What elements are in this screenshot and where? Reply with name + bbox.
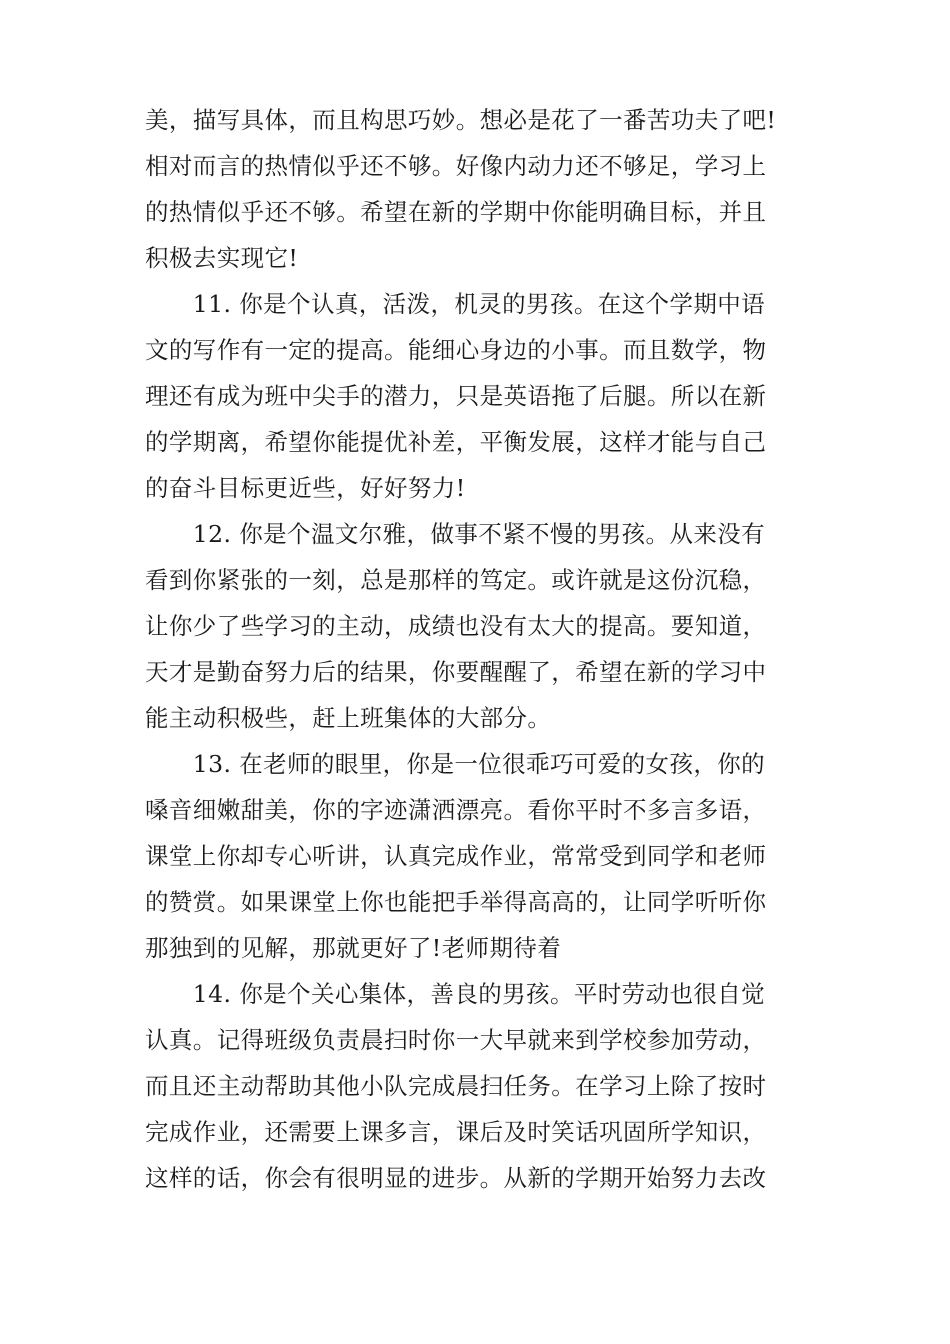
text-line: 让你少了些学习的主动，成绩也没有太大的提高。要知道， — [145, 612, 767, 640]
text-line: 文的写作有一定的提高。能细心身边的小事。而且数学，物 — [145, 336, 767, 364]
text-line: 美，描写具体，而且构思巧妙。想必是花了一番苦功夫了吧! — [145, 106, 777, 134]
text-line: 这样的话，你会有很明显的进步。从新的学期开始努力去改 — [145, 1164, 767, 1192]
text-line: 的奋斗目标更近些，好好努力! — [145, 474, 466, 502]
text-line: 而且还主动帮助其他小队完成晨扫任务。在学习上除了按时 — [145, 1072, 767, 1100]
text-line: 课堂上你却专心听讲，认真完成作业，常常受到同学和老师 — [145, 842, 767, 870]
text-line: 的赞赏。如果课堂上你也能把手举得高高的，让同学听听你 — [145, 888, 767, 916]
paragraph-12-start: 12. 你是个温文尔雅，做事不紧不慢的男孩。从来没有 — [145, 520, 766, 548]
document-body — [145, 97, 807, 1201]
text-line: 看到你紧张的一刻，总是那样的笃定。或许就是这份沉稳， — [145, 566, 767, 594]
text-line: 嗓音细嫩甜美，你的字迹潇洒漂亮。看你平时不多言多语， — [145, 796, 767, 824]
text-line: 认真。记得班级负责晨扫时你一大早就来到学校参加劳动， — [145, 1026, 767, 1054]
text-line: 的热情似乎还不够。希望在新的学期中你能明确目标，并且 — [145, 198, 767, 226]
text-line: 积极去实现它! — [145, 244, 299, 272]
text-line: 的学期离，希望你能提优补差，平衡发展，这样才能与自己 — [145, 428, 767, 456]
paragraph-14-start: 14. 你是个关心集体，善良的男孩。平时劳动也很自觉 — [145, 980, 766, 1008]
paragraph-11-start: 11. 你是个认真，活泼，机灵的男孩。在这个学期中语 — [145, 290, 766, 318]
text-line: 天才是勤奋努力后的结果，你要醒醒了，希望在新的学习中 — [145, 658, 767, 686]
text-line: 那独到的见解，那就更好了!老师期待着 — [145, 934, 562, 962]
text-line: 能主动积极些，赶上班集体的大部分。 — [145, 704, 552, 732]
text-line: 完成作业，还需要上课多言，课后及时笑话巩固所学知识， — [145, 1118, 767, 1146]
text-line: 相对而言的热情似乎还不够。好像内动力还不够足，学习上 — [145, 152, 767, 180]
paragraph-13-start: 13. 在老师的眼里，你是一位很乖巧可爱的女孩，你的 — [145, 750, 766, 778]
text-line: 理还有成为班中尖手的潜力，只是英语拖了后腿。所以在新 — [145, 382, 767, 410]
